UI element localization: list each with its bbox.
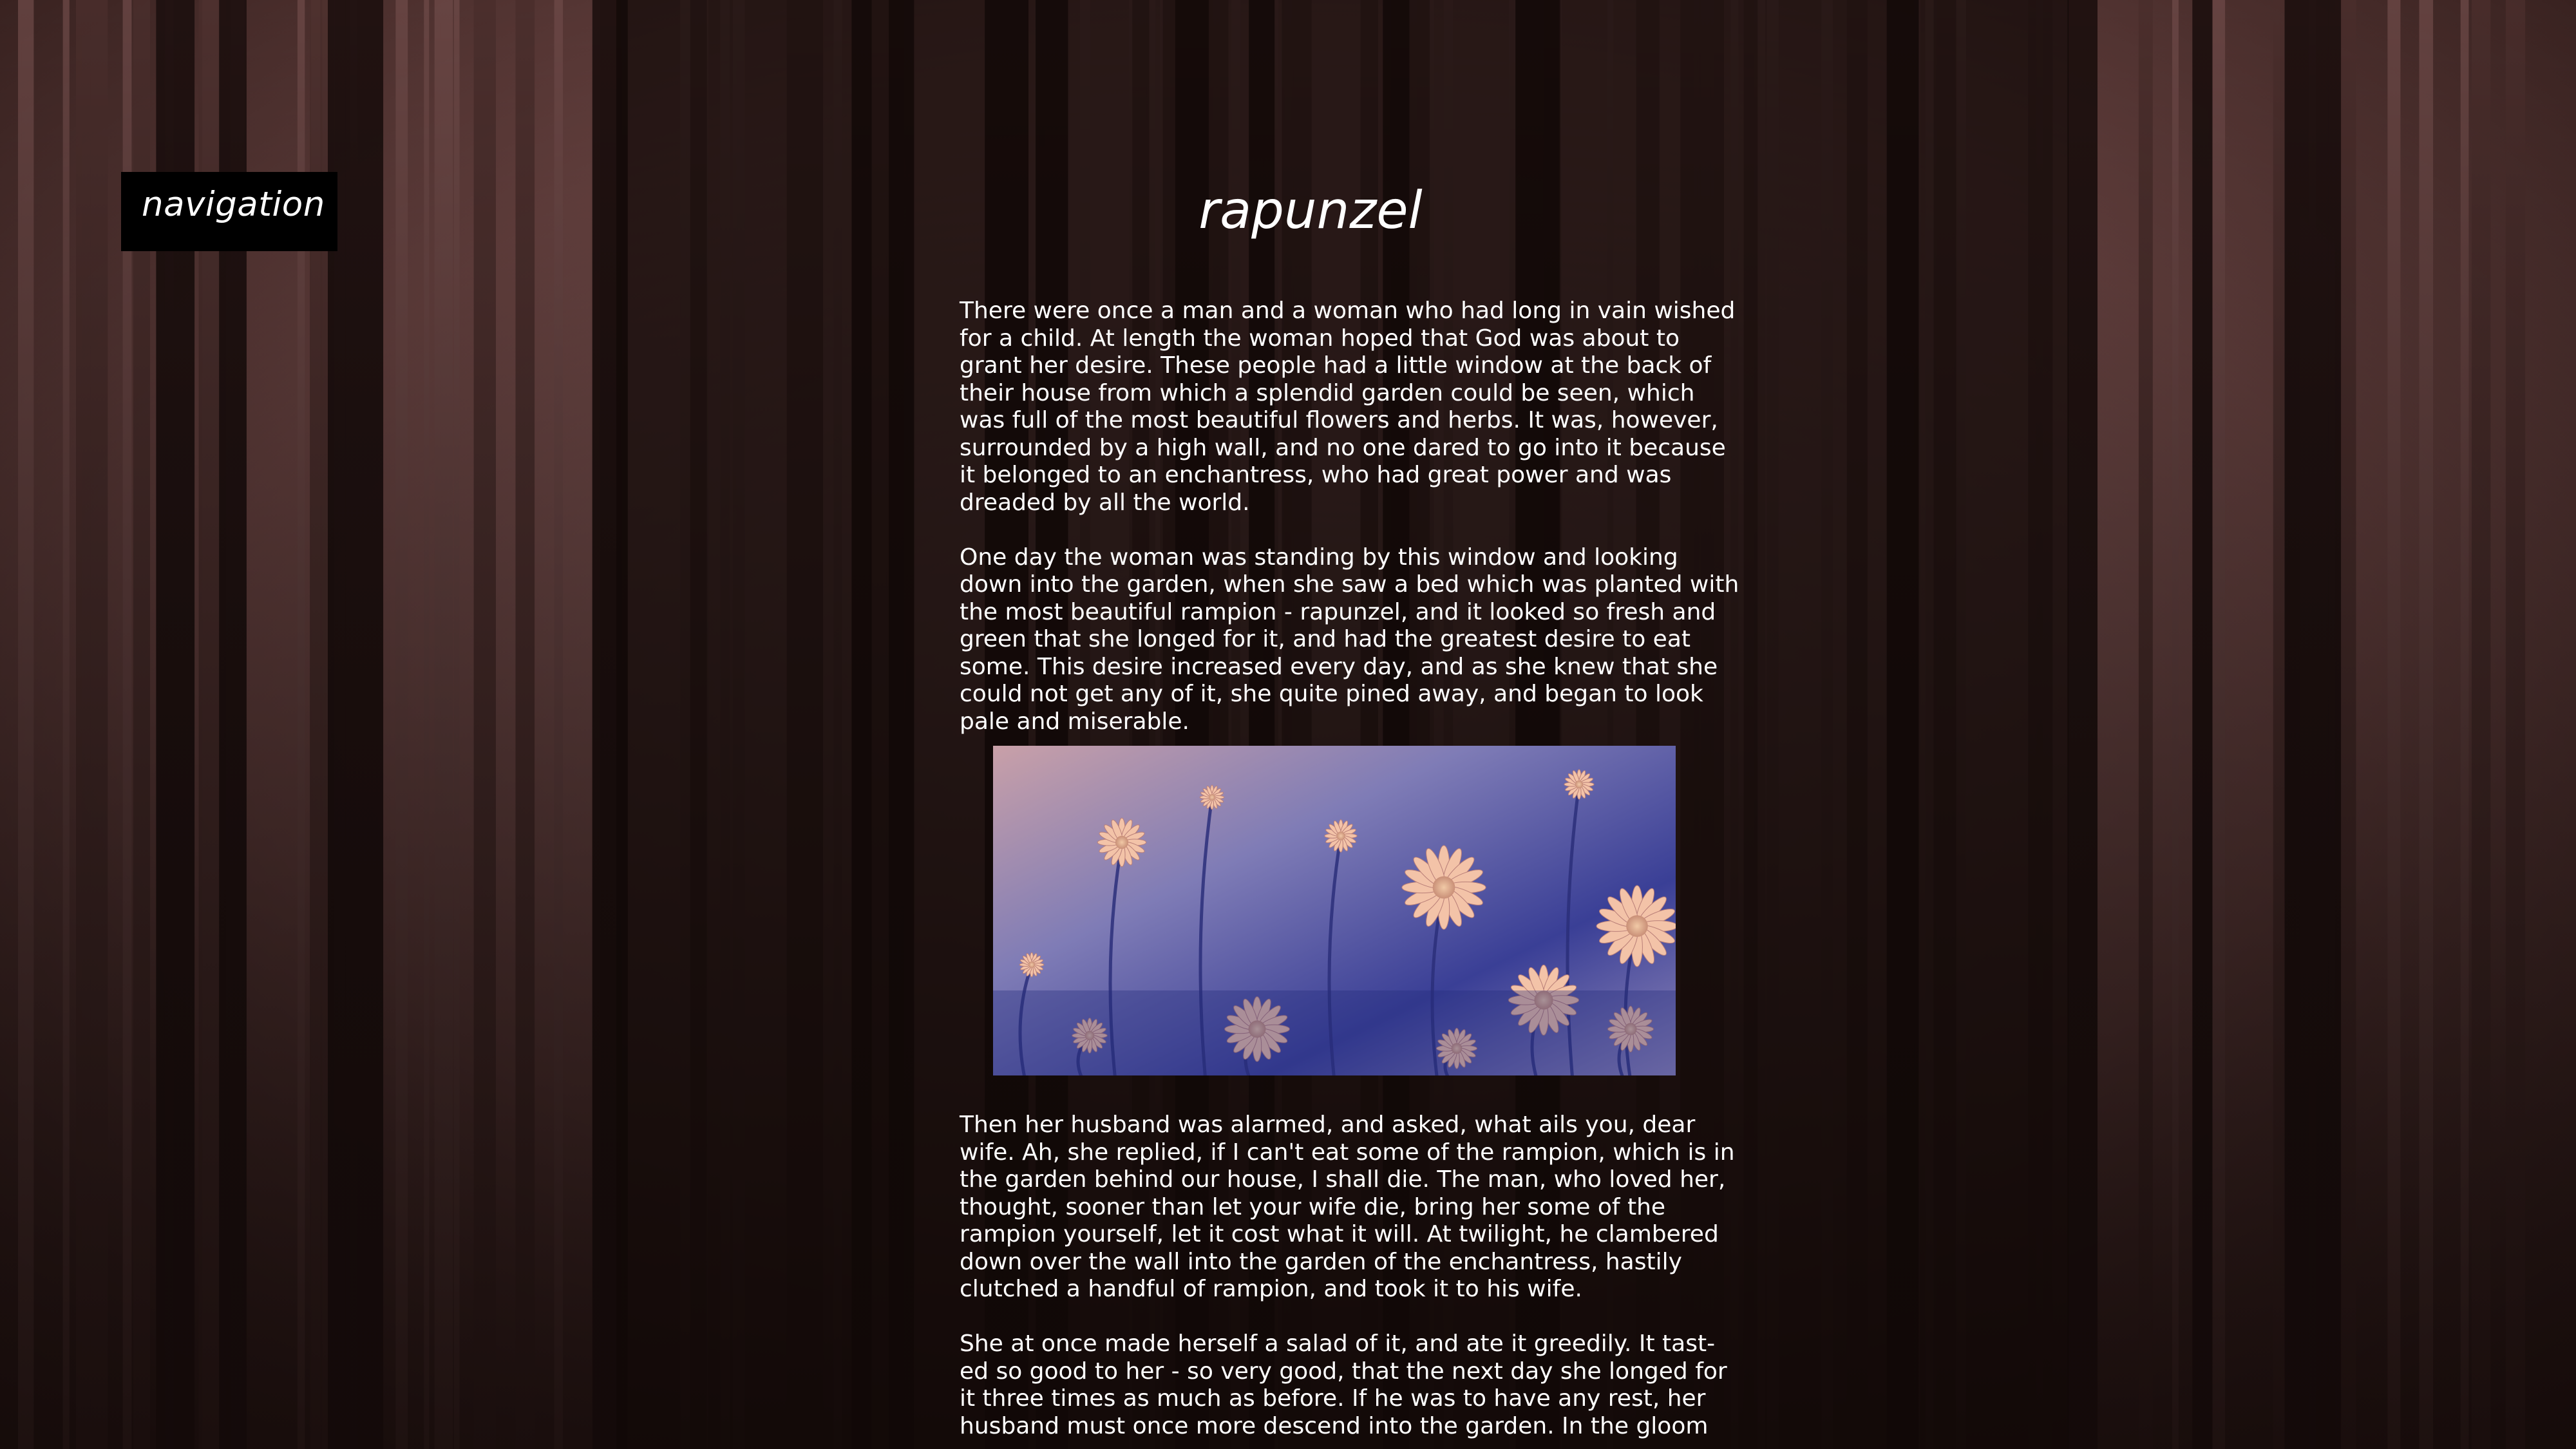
daisy-flower (1402, 846, 1486, 929)
navigation-label: navigation (142, 185, 325, 224)
daisy-flower (1097, 818, 1146, 867)
daisy-flowers-image (993, 746, 1676, 1075)
story-paragraph: One day the woman was standing by this window and looking down into the garden, when she saw a bed which was planted with the most beautiful rampion - rapunzel, and it looked so fresh and green that she longed for it, and had the greatest desire to eat some. This desire increased every day, and as she knew that she could not get any of it, she quite pined away, and began to look pale and miserable. (960, 544, 1739, 735)
daisy-flower (1596, 886, 1676, 967)
story-paragraph: She at once made herself a salad of it, and ate it greedily. It tast-ed so good to her - so very good, that the next day she longed for it three times as much as before. If he was to have any rest, her husband must once more descend into the garden. In the gloom (960, 1331, 1727, 1439)
story-text (960, 298, 1742, 1449)
daisy-flower (1019, 952, 1044, 977)
story-paragraph: There were once a man and a woman who had long in vain wished for a child. At length the woman hoped that God was about to grant her desire. These people had a little window at the back of their house from which a splendid garden could be seen, which was full of the most beautiful flowers and herbs. It was, however, surrounded by a high wall, and no one dared to go into it because it belonged to an enchantress, who had great power and was dreaded by all the world. (960, 298, 1736, 516)
navigation-button[interactable] (121, 172, 337, 251)
daisy-flower (1564, 770, 1594, 799)
page-title: rapunzel (1198, 180, 1423, 240)
story-paragraph: Then her husband was alarmed, and asked, what ails you, dear wife. Ah, she replied, if I can't eat some of the rampion, which is in the garden behind our house, I shall die. The man, who loved her, thought, sooner than let your wife die, bring her some of the rampion yourself, let it cost what it will. At twilight, he clambered down over the wall into the garden of the enchantress, hastily clutched a handful of rampion, and took it to his wife. (960, 1112, 1735, 1302)
daisy-flower (1200, 785, 1224, 810)
daisy-flower (1325, 820, 1357, 852)
